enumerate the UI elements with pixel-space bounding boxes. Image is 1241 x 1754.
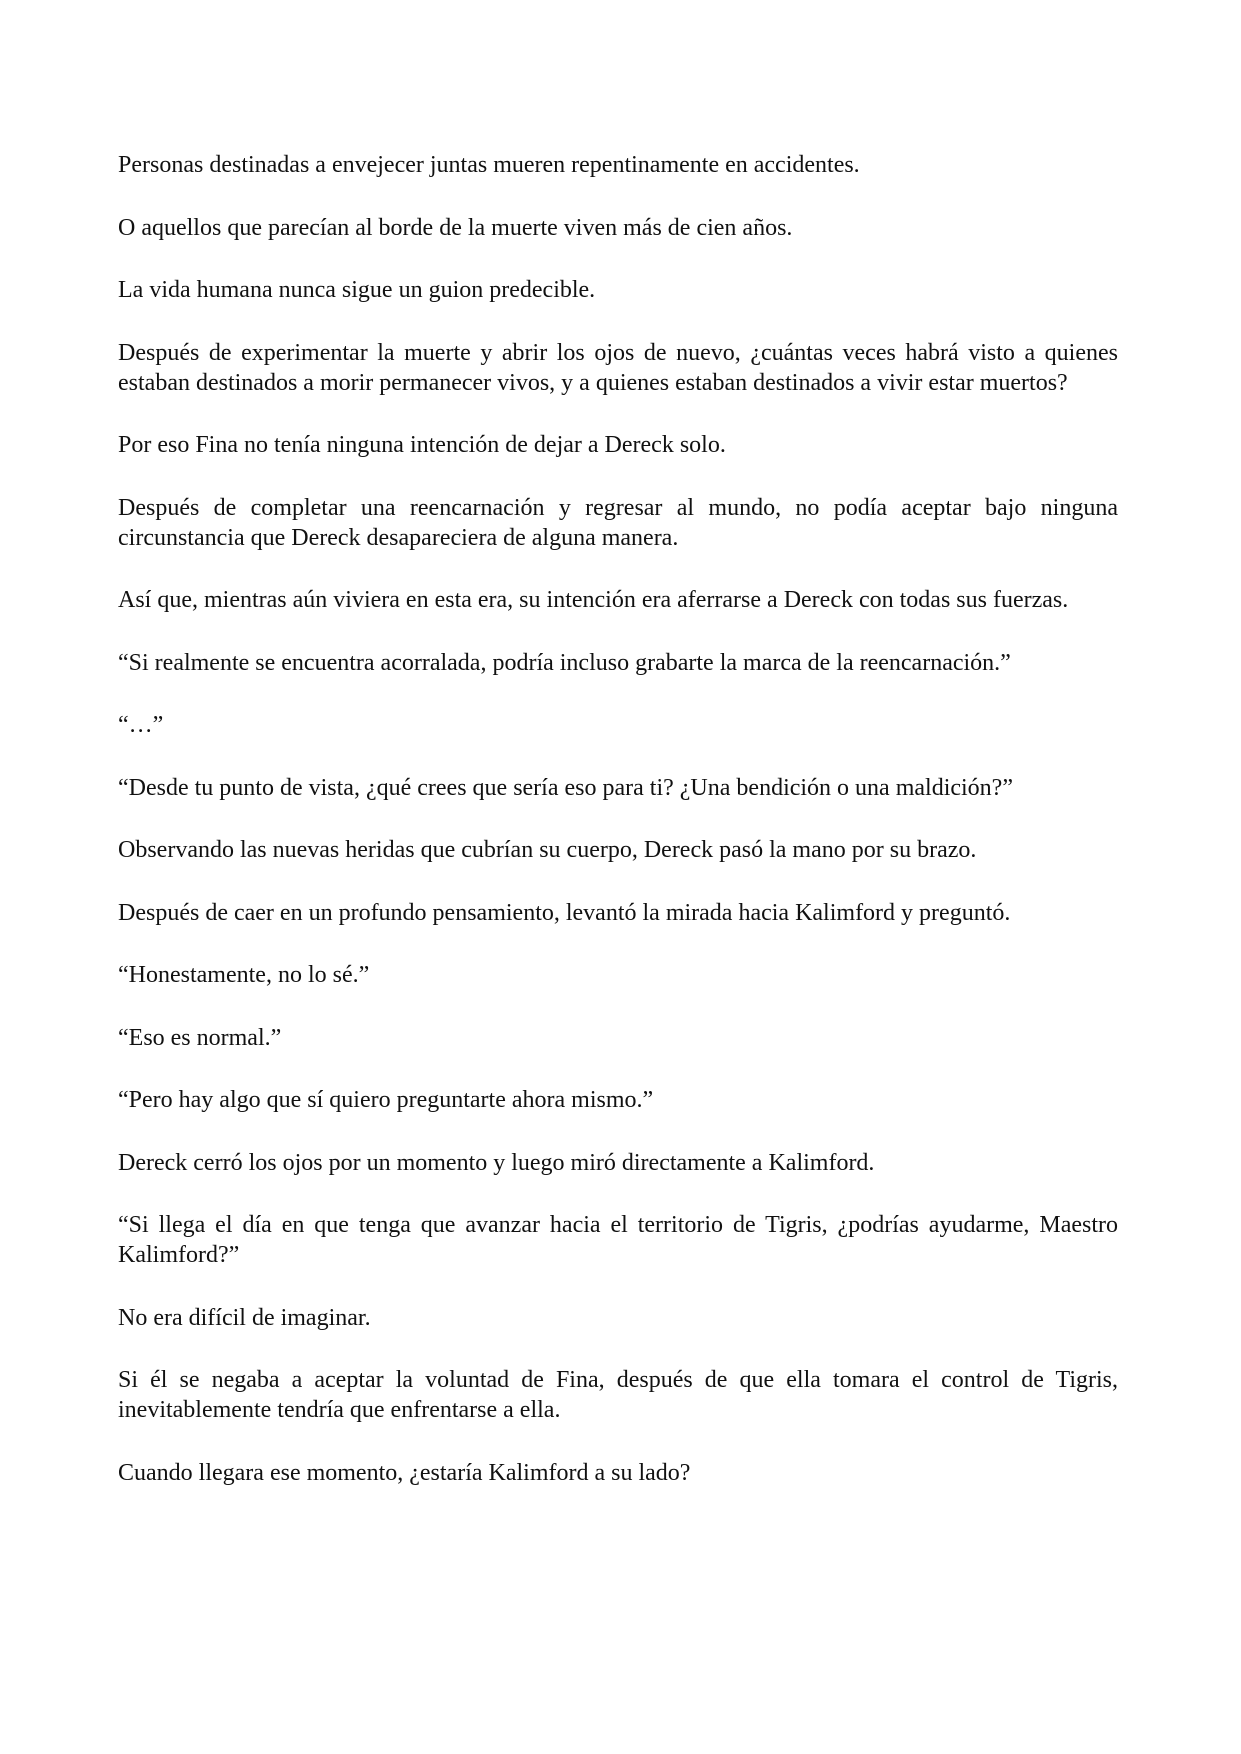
paragraph: “Honestamente, no lo sé.”	[118, 962, 370, 988]
paragraph: Después de experimentar la muerte y abrir los ojos de nuevo, ¿cuántas veces habrá visto a quienes estaban destinados a morir permanecer vivos, y a quienes estaban destinados a vivir estar muertos?	[118, 339, 1118, 396]
paragraph: Así que, mientras aún viviera en esta era, su intención era aferrarse a Dereck con todas sus fuerzas.	[118, 587, 1069, 613]
paragraph: Por eso Fina no tenía ninguna intención de dejar a Dereck solo.	[118, 432, 726, 458]
paragraph: “Pero hay algo que sí quiero preguntarte ahora mismo.”	[118, 1087, 654, 1113]
paragraph: Dereck cerró los ojos por un momento y luego miró directamente a Kalimford.	[118, 1149, 875, 1176]
document-body	[118, 150, 1118, 1520]
paragraph: La vida humana nunca sigue un guion predecible.	[118, 277, 596, 303]
paragraph: Si él se negaba a aceptar la voluntad de Fina, después de que ella tomara el control de Tigris, inevitablemente tendría que enfrentarse a ella.	[118, 1367, 1118, 1423]
paragraph: Cuando llegara ese momento, ¿estaría Kalimford a su lado?	[118, 1459, 691, 1486]
paragraph: “…”	[118, 712, 164, 738]
paragraph: Observando las nuevas heridas que cubrían su cuerpo, Dereck pasó la mano por su brazo.	[118, 837, 977, 863]
paragraph: “Si llega el día en que tenga que avanzar hacia el territorio de Tigris, ¿podrías ayudarme, Maestro Kalimford?”	[118, 1212, 1118, 1268]
paragraph: No era difícil de imaginar.	[118, 1304, 371, 1331]
paragraph: “Eso es normal.”	[118, 1024, 282, 1051]
paragraph: “Desde tu punto de vista, ¿qué crees que sería eso para ti? ¿Una bendición o una maldición?”	[118, 774, 1013, 801]
paragraph: Después de caer en un profundo pensamiento, levantó la mirada hacia Kalimford y preguntó.	[118, 899, 1011, 926]
paragraph: “Si realmente se encuentra acorralada, podría incluso grabarte la marca de la reencarnación.”	[118, 649, 1011, 676]
paragraph: Personas destinadas a envejecer juntas mueren repentinamente en accidentes.	[118, 152, 860, 178]
paragraph: O aquellos que parecían al borde de la muerte viven más de cien años.	[118, 214, 793, 241]
paragraph: Después de completar una reencarnación y regresar al mundo, no podía aceptar bajo ninguna circunstancia que Dereck desapareciera de alguna manera.	[118, 494, 1118, 551]
